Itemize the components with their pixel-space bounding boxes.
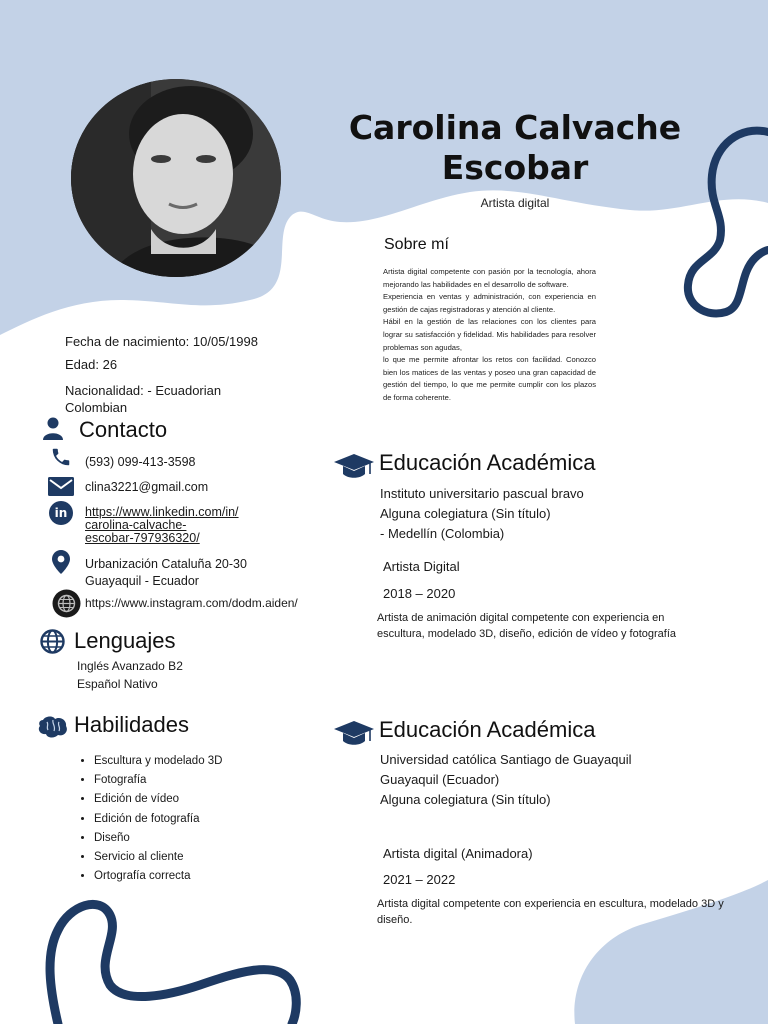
user-icon: [42, 417, 64, 441]
age: Edad: 26: [65, 357, 118, 372]
skills-title: Habilidades: [74, 712, 189, 737]
email-address[interactable]: clina3221@gmail.com: [85, 480, 209, 494]
phone-icon: [50, 446, 72, 468]
birth-date: Fecha de nacimiento: 10/05/1998: [65, 334, 258, 349]
about-text: [383, 266, 596, 405]
about-paragraph: Artista digital competente con pasión por la tecnología, ahora mejorando las habilidades en el desarrollo de software.: [383, 267, 596, 289]
nationality: [65, 382, 221, 416]
about-title: Sobre mí: [384, 236, 449, 253]
globe-icon: [52, 589, 81, 618]
globe-icon: [40, 629, 65, 654]
job-description: Artista de animación digital competente con experiencia en escultura, modelado 3D, diseño, edición de vídeo y fotografía: [377, 612, 677, 640]
job-period: 2018 – 2020: [383, 586, 456, 601]
profile-photo: [71, 79, 281, 277]
graduation-cap-icon: [334, 454, 374, 480]
about-paragraph: Experiencia en ventas y administración, con experiencia en gestión de cajas registradoras y atención al cliente.: [383, 292, 596, 314]
linkedin-line-3: escobar-797936320/: [85, 531, 200, 545]
about-paragraph: Hábil en la gestión de las relaciones con los clientes para lograr su satisfacción y fidelidad. Mis habilidades para resolver problemas son agudas,: [383, 317, 596, 352]
mail-icon: [48, 477, 74, 496]
education-degree: Alguna colegiatura (Sin título): [380, 792, 551, 807]
education-title: Educación Académica: [379, 450, 596, 475]
education-institution: Universidad católica Santiago de Guayaquil: [380, 752, 632, 767]
full-name: [300, 108, 730, 188]
education-title: Educación Académica: [379, 717, 596, 742]
job-role: Artista digital: [480, 196, 550, 210]
languages-title: Lenguajes: [74, 628, 176, 653]
education-institution: Instituto universitario pascual bravo: [380, 486, 584, 501]
language-item: Español Nativo: [77, 677, 158, 691]
skill-item: • Edición de fotografía: [94, 810, 222, 829]
skill-item: • Edición de vídeo: [94, 790, 222, 809]
instagram-link[interactable]: https://www.instagram.com/dodm.aiden/: [85, 596, 298, 610]
nationality-line-2: Colombian: [65, 400, 128, 415]
phone-number[interactable]: (593) 099-413-3598: [85, 455, 196, 469]
education-details: [380, 484, 584, 544]
address-line-1: Urbanización Cataluña 20-30: [85, 557, 247, 571]
education-details: [380, 750, 632, 810]
address: [85, 556, 247, 590]
bottom-left-squiggle: [50, 904, 296, 1024]
graduation-cap-icon: [334, 721, 374, 747]
job-description: Artista digital competente con experiencia en escultura, modelado 3D y diseño.: [377, 898, 724, 926]
job-period: 2021 – 2022: [383, 872, 456, 887]
name-line-2: Escobar: [441, 148, 589, 187]
skill-item: • Servicio al cliente: [94, 848, 222, 867]
brain-icon: [38, 716, 68, 738]
skill-item: • Escultura y modelado 3D: [94, 752, 222, 771]
language-item: Inglés Avanzado B2: [77, 659, 183, 673]
location-pin-icon: [52, 550, 70, 574]
skill-item: • Diseño: [94, 829, 222, 848]
contact-title: Contacto: [79, 417, 168, 442]
about-paragraph: lo que me permite afrontar los retos con facilidad. Conozco bien los matices de las ventas y poseo una gran capacidad de gestión del tiempo, lo que me permite cumplir con los plazos de forma coherente.: [383, 355, 596, 402]
address-line-2: Guayaquil - Ecuador: [85, 574, 199, 588]
skills-list: [76, 752, 222, 886]
linkedin-icon: in: [49, 501, 73, 525]
skill-item: • Ortografía correcta: [94, 867, 222, 886]
education-location: - Medellín (Colombia): [380, 526, 505, 541]
linkedin-line-1: https://www.linkedin.com/in/: [85, 505, 239, 519]
education-location: Guayaquil (Ecuador): [380, 772, 500, 787]
linkedin-line-2: carolina-calvache-: [85, 518, 187, 532]
nationality-line-1: Nacionalidad: - Ecuadorian: [65, 383, 222, 398]
job-title: Artista digital (Animadora): [383, 846, 533, 861]
skill-item: • Fotografía: [94, 771, 222, 790]
education-degree: Alguna colegiatura (Sin título): [380, 506, 551, 521]
job-title: Artista Digital: [383, 559, 460, 574]
name-line-1: Carolina Calvache: [348, 108, 682, 147]
linkedin-link[interactable]: [85, 506, 239, 545]
